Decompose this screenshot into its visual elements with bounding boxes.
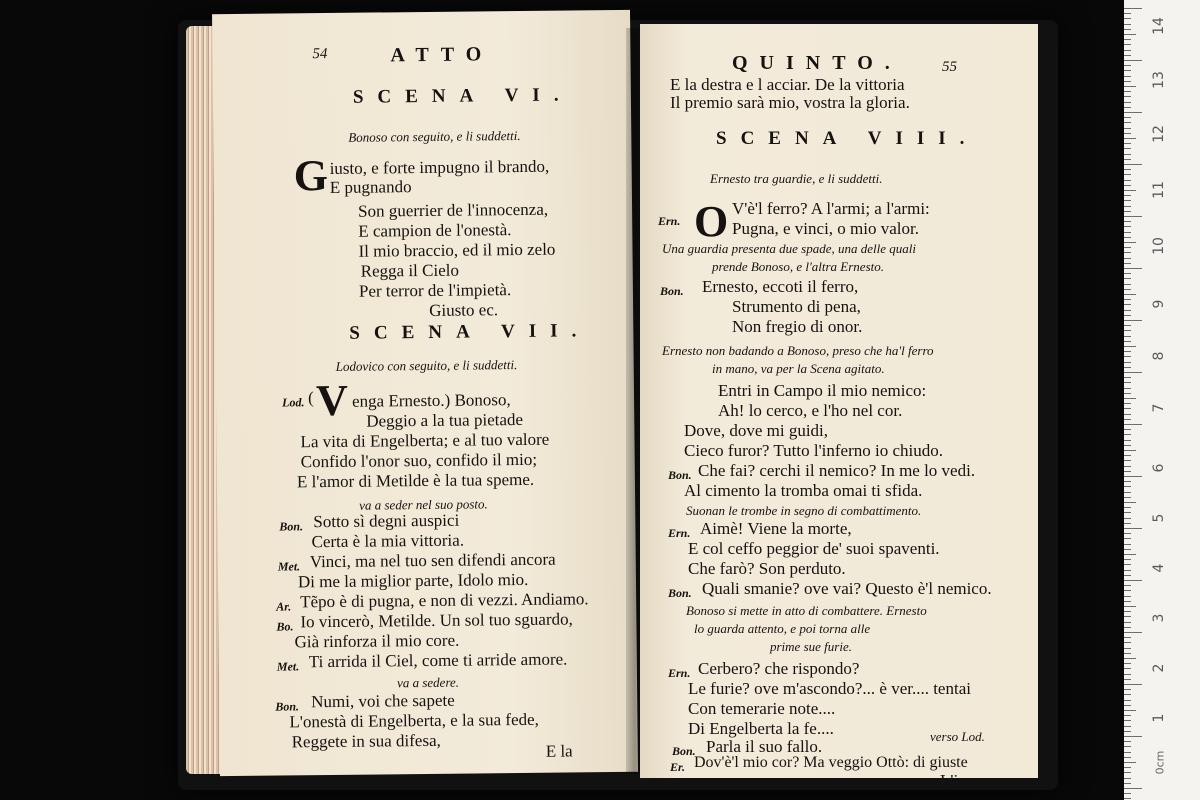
speaker-label: Bon. bbox=[668, 586, 692, 600]
verse-line: Confido l'onor suo, confido il mio; bbox=[300, 449, 538, 472]
verse-line: Reggete in sua difesa, bbox=[291, 730, 441, 752]
ruler-tick bbox=[1124, 570, 1131, 571]
scene-heading: SCENA VIII. bbox=[716, 128, 979, 149]
ruler-number: 14 bbox=[1151, 17, 1167, 35]
verse-line: Ti arrida il Ciel, come ti arride amore. bbox=[308, 649, 568, 672]
ruler-tick bbox=[1124, 658, 1136, 659]
ruler-tick bbox=[1124, 351, 1131, 352]
verse-line: Strumento di pena, bbox=[732, 297, 861, 316]
verse-line: Già rinforza il mio core. bbox=[294, 630, 460, 652]
ruler-number: 11 bbox=[1151, 181, 1167, 199]
scene-heading: SCENA VI. bbox=[352, 84, 573, 108]
ruler-tick bbox=[1124, 772, 1131, 773]
ruler-tick bbox=[1124, 284, 1131, 285]
ruler-tick bbox=[1124, 481, 1131, 482]
ruler-tick bbox=[1124, 596, 1131, 597]
verse-line: Certa è la mia vittoria. bbox=[311, 530, 465, 552]
verse-line: Ernesto, eccoti il ferro, bbox=[702, 277, 859, 296]
ruler-tick bbox=[1124, 195, 1131, 196]
ruler-tick bbox=[1124, 50, 1131, 51]
speaker-label: Bon. bbox=[668, 468, 692, 482]
ruler-tick bbox=[1124, 263, 1131, 264]
verse-line: Sotto sì degni auspici bbox=[313, 510, 460, 532]
ruler-tick bbox=[1124, 388, 1131, 389]
ruler-tick bbox=[1124, 55, 1131, 56]
ruler-tick bbox=[1124, 258, 1131, 259]
ruler-tick bbox=[1124, 528, 1142, 529]
ruler-tick bbox=[1124, 440, 1131, 441]
ruler-tick bbox=[1124, 788, 1142, 789]
speaker-label: Er. bbox=[670, 760, 686, 774]
ruler-number: 8 bbox=[1151, 351, 1167, 361]
ruler-tick bbox=[1124, 512, 1131, 513]
drop-cap: G bbox=[293, 151, 329, 201]
ruler-tick bbox=[1124, 76, 1131, 77]
ruler-tick bbox=[1124, 44, 1131, 45]
ruler-unit-label: 0cm bbox=[1153, 750, 1167, 775]
ruler-tick bbox=[1124, 180, 1131, 181]
left-page bbox=[212, 10, 638, 776]
verse-line: Regga il Cielo bbox=[360, 260, 460, 281]
ruler-tick bbox=[1124, 710, 1136, 711]
verse-line: Pugna, e vinci, o mio valor. bbox=[732, 219, 919, 238]
aside-direction: verso Lod. bbox=[930, 729, 985, 744]
ruler-tick bbox=[1124, 653, 1131, 654]
ruler-tick bbox=[1124, 783, 1131, 784]
ruler-tick bbox=[1124, 533, 1131, 534]
ruler-tick bbox=[1124, 445, 1131, 446]
drop-cap: V bbox=[315, 375, 349, 426]
ruler-tick bbox=[1124, 700, 1131, 701]
ruler-tick bbox=[1124, 663, 1131, 664]
verse-line: Con temerarie note.... bbox=[688, 699, 836, 718]
ruler-tick bbox=[1124, 310, 1131, 311]
ruler-tick bbox=[1124, 544, 1131, 545]
ruler-tick bbox=[1124, 107, 1131, 108]
ruler-tick bbox=[1124, 117, 1131, 118]
verse-line: Per terror de l'impietà. bbox=[358, 280, 512, 301]
ruler-tick bbox=[1124, 627, 1131, 628]
ruler-number: 1 bbox=[1151, 713, 1167, 723]
ruler-tick bbox=[1124, 746, 1131, 747]
speaker-label: Bon. bbox=[672, 744, 696, 758]
ruler-number: 12 bbox=[1151, 125, 1167, 143]
ruler-tick bbox=[1124, 715, 1131, 716]
ruler-tick bbox=[1124, 367, 1131, 368]
ruler-tick bbox=[1124, 455, 1131, 456]
ruler-tick bbox=[1124, 622, 1131, 623]
ruler-tick bbox=[1124, 767, 1131, 768]
stage-direction: Ernesto tra guardie, e li suddetti. bbox=[710, 171, 883, 186]
speaker-label: Bon. bbox=[279, 519, 304, 534]
ruler-number: 7 bbox=[1151, 403, 1167, 413]
ruler-tick bbox=[1124, 247, 1131, 248]
ruler-tick bbox=[1124, 70, 1131, 71]
stage-direction: va a seder nel suo posto. bbox=[359, 496, 488, 513]
ruler-number: 10 bbox=[1151, 237, 1167, 255]
speaker-label: Ern. bbox=[658, 214, 681, 228]
ruler-tick bbox=[1124, 752, 1131, 753]
ruler-tick bbox=[1124, 174, 1131, 175]
verse-line: E col ceffo peggior de' suoi spaventi. bbox=[688, 539, 940, 558]
ruler-tick bbox=[1124, 507, 1131, 508]
verse-line: Entri in Campo il mio nemico: bbox=[718, 381, 927, 400]
ruler-tick bbox=[1124, 148, 1131, 149]
ruler-tick bbox=[1124, 18, 1131, 19]
ruler-tick bbox=[1124, 492, 1131, 493]
speaker-label: Bo. bbox=[276, 619, 294, 634]
ruler-tick bbox=[1124, 434, 1131, 435]
stage-direction: prende Bonoso, e l'altra Ernesto. bbox=[712, 259, 885, 274]
verse-line: Il mio braccio, ed il mio zelo bbox=[358, 239, 556, 261]
ruler-tick bbox=[1124, 154, 1131, 155]
ruler-tick bbox=[1124, 232, 1131, 233]
ruler-tick bbox=[1124, 102, 1131, 103]
ruler-number: 9 bbox=[1151, 299, 1167, 309]
ruler-tick bbox=[1124, 778, 1131, 779]
ruler-number: 3 bbox=[1151, 613, 1167, 623]
ruler-tick bbox=[1124, 315, 1131, 316]
verse-line: iusto, e forte impugno il brando, bbox=[329, 156, 550, 178]
ruler-tick bbox=[1124, 226, 1131, 227]
ruler-tick bbox=[1124, 564, 1131, 565]
ruler-tick bbox=[1124, 138, 1136, 139]
running-head: ATTO bbox=[390, 43, 494, 67]
verse-line: Che fai? cerchi il nemico? In me lo vedi. bbox=[698, 461, 976, 480]
verse-line: Dov'è'l mio cor? Ma veggio Ottò: di giuste bbox=[694, 754, 968, 771]
ruler-tick bbox=[1124, 60, 1142, 61]
parenthesis: ( bbox=[307, 388, 314, 408]
ruler-tick bbox=[1124, 211, 1131, 212]
verse-line: La vita di Engelberta; e al tuo valore bbox=[300, 429, 550, 452]
ruler-tick bbox=[1124, 726, 1131, 727]
drop-cap: O bbox=[694, 197, 729, 246]
ruler-tick bbox=[1124, 523, 1131, 524]
ruler-tick bbox=[1124, 741, 1131, 742]
ruler-number: 13 bbox=[1151, 71, 1167, 89]
ruler-tick bbox=[1124, 408, 1131, 409]
ruler-tick bbox=[1124, 252, 1131, 253]
stage-direction: prime sue furie. bbox=[770, 639, 852, 654]
ruler-tick bbox=[1124, 668, 1131, 669]
ruler-tick bbox=[1124, 128, 1131, 129]
ruler-tick bbox=[1124, 554, 1136, 555]
ruler-tick bbox=[1124, 398, 1136, 399]
verse-line: E pugnando bbox=[329, 177, 412, 197]
stage-direction: va a sedere. bbox=[396, 674, 460, 691]
ruler-tick bbox=[1124, 393, 1131, 394]
right-page bbox=[640, 24, 1038, 790]
ruler-tick bbox=[1124, 372, 1142, 373]
ruler-tick bbox=[1124, 497, 1131, 498]
ruler-tick bbox=[1124, 575, 1131, 576]
ruler-tick bbox=[1124, 13, 1131, 14]
ruler-tick bbox=[1124, 299, 1131, 300]
ruler-tick bbox=[1124, 91, 1131, 92]
ruler-tick bbox=[1124, 96, 1131, 97]
stage-direction: Bonoso si mette in atto di combattere. Ernesto bbox=[686, 603, 927, 618]
verse-line: Tẽpo è di pugna, e non di vezzi. Andiamo. bbox=[300, 589, 589, 612]
stage-direction: lo guarda attento, e poi torna alle bbox=[694, 621, 871, 636]
ruler-tick bbox=[1124, 133, 1131, 134]
ruler-tick bbox=[1124, 585, 1131, 586]
ruler-tick bbox=[1124, 694, 1131, 695]
page-number: 54 bbox=[312, 46, 328, 63]
verse-line: enga Ernesto.) Bonoso, bbox=[351, 390, 511, 411]
ruler-tick bbox=[1124, 486, 1131, 487]
verse-line: Quali smanie? ove vai? Questo è'l nemico. bbox=[702, 579, 992, 598]
ruler-tick bbox=[1124, 39, 1131, 40]
stage-direction: Una guardia presenta due spade, una delle quali bbox=[662, 241, 916, 256]
ruler-tick bbox=[1124, 429, 1131, 430]
ruler-tick bbox=[1124, 24, 1131, 25]
ruler-tick bbox=[1124, 289, 1131, 290]
ruler-tick bbox=[1124, 466, 1131, 467]
ruler-tick bbox=[1124, 601, 1131, 602]
speaker-label: Ern. bbox=[668, 666, 691, 680]
verse-line: Deggio a la tua pietade bbox=[366, 409, 524, 431]
verse-line: Non fregio di onor. bbox=[732, 317, 863, 336]
stage-direction: Ernesto non badando a Bonoso, preso che ha'l ferro bbox=[662, 343, 934, 358]
ruler-tick bbox=[1124, 538, 1131, 539]
verse-line: Le furie? ove m'ascondo?... è ver.... tentai bbox=[688, 679, 971, 698]
ruler-tick bbox=[1124, 216, 1142, 217]
verse-line: Di me la miglior parte, Idolo mio. bbox=[297, 569, 529, 592]
verse-line: E campion de l'onestà. bbox=[358, 220, 512, 241]
verse-line: E l'amor di Metilde è la tua speme. bbox=[296, 469, 535, 492]
speaker-label: Met. bbox=[277, 559, 301, 574]
ruler-tick bbox=[1124, 164, 1142, 165]
ruler-tick bbox=[1124, 502, 1136, 503]
ruler-tick bbox=[1124, 346, 1136, 347]
ruler-tick bbox=[1124, 65, 1131, 66]
stage-direction: in mano, va per la Scena agitato. bbox=[712, 361, 885, 376]
stage-direction: Lodovico con seguito, e li suddetti. bbox=[335, 357, 518, 374]
ruler-tick bbox=[1124, 705, 1131, 706]
verse-line: Che farò? Son perduto. bbox=[688, 559, 846, 578]
verse-line: Io vincerò, Metilde. Un sol tuo sguardo, bbox=[300, 609, 573, 632]
ruler-tick bbox=[1124, 86, 1136, 87]
ruler-tick bbox=[1124, 606, 1136, 607]
ruler-tick bbox=[1124, 143, 1131, 144]
ruler-tick bbox=[1124, 242, 1136, 243]
speaker-label: Lod. bbox=[282, 395, 305, 410]
ruler-tick bbox=[1124, 382, 1131, 383]
verse-line: Di Engelberta la fe.... bbox=[688, 719, 834, 738]
ruler-tick bbox=[1124, 720, 1131, 721]
measurement-ruler bbox=[1124, 0, 1200, 800]
ruler-tick bbox=[1124, 460, 1131, 461]
ruler-tick bbox=[1124, 200, 1131, 201]
verse-line: L'onestà di Engelberta, e la sua fede, bbox=[289, 709, 539, 732]
ruler-tick bbox=[1124, 674, 1131, 675]
ruler-tick bbox=[1124, 169, 1131, 170]
ruler-tick bbox=[1124, 757, 1131, 758]
stage-direction: Suonan le trombe in segno di combattimento. bbox=[686, 503, 922, 518]
ruler-tick bbox=[1124, 689, 1131, 690]
ruler-tick bbox=[1124, 320, 1142, 321]
verse-line: Giusto ec. bbox=[429, 300, 499, 320]
ruler-tick bbox=[1124, 616, 1131, 617]
ruler-tick bbox=[1124, 341, 1131, 342]
ruler-tick bbox=[1124, 637, 1131, 638]
ruler-number: 5 bbox=[1151, 513, 1167, 523]
verse-line: E la destra e l acciar. De la vittoria bbox=[670, 75, 905, 94]
verse-line: Vinci, ma nel tuo sen difendi ancora bbox=[309, 549, 556, 572]
ruler-tick bbox=[1124, 549, 1131, 550]
verse-line: Cieco furor? Tutto l'inferno io chiudo. bbox=[684, 441, 943, 460]
ruler-tick bbox=[1124, 590, 1131, 591]
ruler-tick bbox=[1124, 190, 1136, 191]
ruler-tick bbox=[1124, 403, 1131, 404]
ruler-tick bbox=[1124, 632, 1142, 633]
ruler-tick bbox=[1124, 648, 1131, 649]
ruler-tick bbox=[1124, 798, 1131, 799]
catchword: E la bbox=[545, 741, 573, 761]
ruler-tick bbox=[1124, 29, 1131, 30]
verse-line: V'è'l ferro? A l'armi; a l'armi: bbox=[732, 199, 930, 218]
verse-line: Al cimento la tromba omai ti sfida. bbox=[684, 481, 923, 500]
ruler-tick bbox=[1124, 34, 1136, 35]
ruler-tick bbox=[1124, 471, 1131, 472]
verse-line: Numi, voi che sapete bbox=[311, 690, 455, 712]
ruler-tick bbox=[1124, 731, 1131, 732]
ruler-tick bbox=[1124, 679, 1131, 680]
verse-line: Ah! lo cerco, e l'ho nel cor. bbox=[718, 401, 903, 420]
scene-heading: SCENA VII. bbox=[349, 320, 591, 344]
ruler-tick bbox=[1124, 356, 1131, 357]
ruler-tick bbox=[1124, 159, 1131, 160]
verse-line: Aimè! Viene la morte, bbox=[700, 519, 852, 538]
catchword: L'in- bbox=[940, 771, 973, 790]
ruler-number: 6 bbox=[1151, 463, 1167, 473]
speaker-label: Bon. bbox=[660, 284, 684, 298]
ruler-tick bbox=[1124, 81, 1131, 82]
ruler-tick bbox=[1124, 304, 1131, 305]
speaker-label: Ar. bbox=[276, 599, 292, 614]
ruler-tick bbox=[1124, 330, 1131, 331]
ruler-tick bbox=[1124, 268, 1142, 269]
ruler-tick bbox=[1124, 112, 1142, 113]
verse-line: Dove, dove mi guidi, bbox=[684, 421, 829, 440]
verse-line: Son guerrier de l'innocenza, bbox=[357, 199, 549, 221]
ruler-tick bbox=[1124, 450, 1136, 451]
verse-line: Il premio sarà mio, vostra la gloria. bbox=[670, 93, 910, 112]
speaker-label: Ern. bbox=[668, 526, 691, 540]
verse-line: Cerbero? che rispondo? bbox=[698, 659, 860, 678]
ruler-tick bbox=[1124, 206, 1131, 207]
ruler-tick bbox=[1124, 8, 1142, 9]
ruler-tick bbox=[1124, 325, 1131, 326]
ruler-tick bbox=[1124, 273, 1131, 274]
ruler-tick bbox=[1124, 336, 1131, 337]
ruler-tick bbox=[1124, 762, 1136, 763]
ruler-tick bbox=[1124, 476, 1142, 477]
running-head: QUINTO. bbox=[732, 52, 902, 74]
ruler-tick bbox=[1124, 185, 1131, 186]
ruler-tick bbox=[1124, 580, 1142, 581]
ruler-tick bbox=[1124, 362, 1131, 363]
ruler-tick bbox=[1124, 424, 1142, 425]
ruler-tick bbox=[1124, 419, 1131, 420]
ruler-tick bbox=[1124, 377, 1131, 378]
speaker-label: Met. bbox=[276, 659, 300, 674]
ruler-tick bbox=[1124, 642, 1131, 643]
speaker-label: Bon. bbox=[275, 699, 300, 714]
ruler-number: 2 bbox=[1151, 663, 1167, 673]
stage-direction: Bonoso con seguito, e li suddetti. bbox=[348, 127, 521, 145]
ruler-tick bbox=[1124, 518, 1131, 519]
page-number: 55 bbox=[942, 59, 957, 75]
ruler-tick bbox=[1124, 221, 1131, 222]
ruler-tick bbox=[1124, 122, 1131, 123]
ruler-tick bbox=[1124, 736, 1142, 737]
ruler-tick bbox=[1124, 793, 1131, 794]
ruler-tick bbox=[1124, 559, 1131, 560]
ruler-tick bbox=[1124, 237, 1131, 238]
ruler-number: 4 bbox=[1151, 563, 1167, 573]
ruler-tick bbox=[1124, 611, 1131, 612]
ruler-tick bbox=[1124, 684, 1142, 685]
ruler-tick bbox=[1124, 278, 1131, 279]
verse-line: Parla il suo fallo. bbox=[706, 737, 823, 756]
ruler-tick bbox=[1124, 414, 1131, 415]
ruler-tick bbox=[1124, 294, 1136, 295]
